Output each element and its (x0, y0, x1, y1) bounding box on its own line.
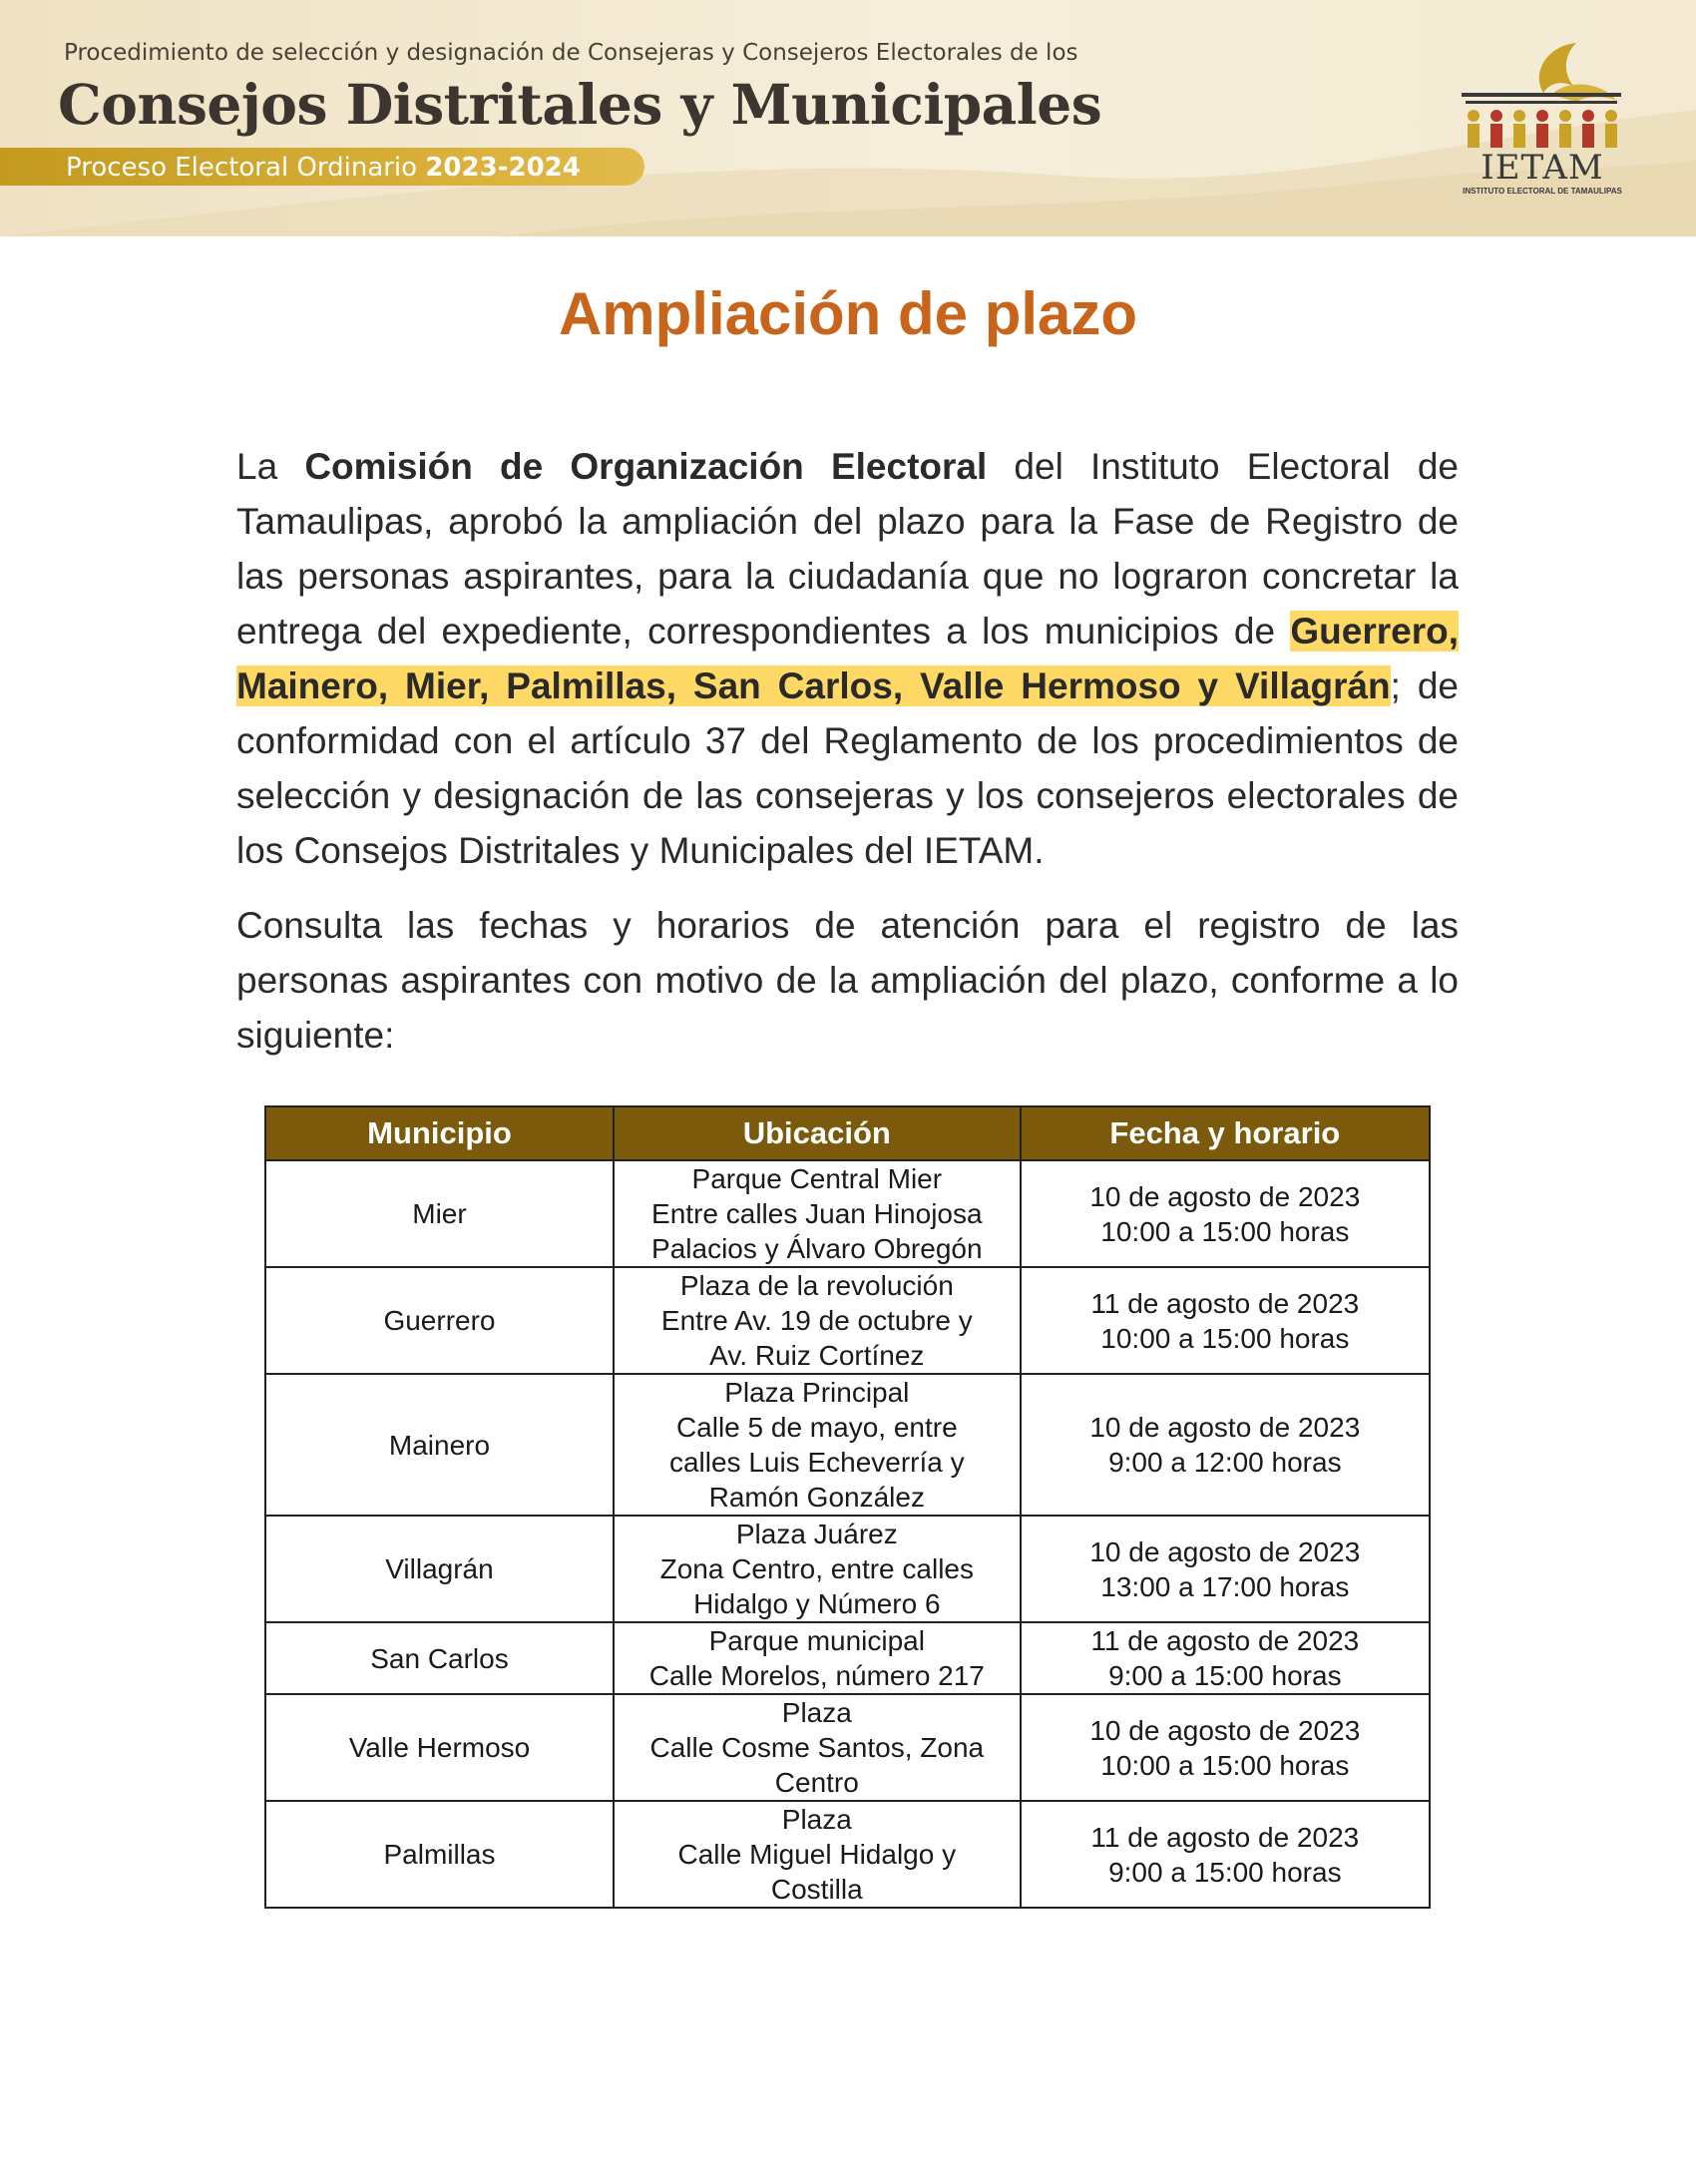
ubicacion-line: Calle 5 de mayo, entre (675, 1412, 958, 1443)
header-title: Consejos Distritales y Municipales (58, 72, 1102, 137)
cell-municipio: Mainero (265, 1374, 614, 1516)
cell-ubicacion (614, 1374, 1021, 1516)
process-label (66, 153, 581, 183)
process-years: 2023-2024 (425, 153, 581, 183)
cell-municipio: Guerrero (265, 1267, 614, 1374)
cell-ubicacion (614, 1267, 1021, 1374)
ubicacion-line: Entre Av. 19 de octubre y (660, 1305, 973, 1336)
ubicacion-line: Calle Morelos, número 217 (648, 1660, 985, 1691)
fecha-line: 10 de agosto de 2023 (1089, 1180, 1361, 1212)
table-row (265, 1694, 1430, 1801)
fecha-line: 10 de agosto de 2023 (1089, 1412, 1361, 1443)
municipalities-highlight: Guerrero, Mainero, Mier, Palmillas, San Carlos, Valle Hermoso y Villagrán (236, 611, 1459, 706)
table-row (265, 1801, 1430, 1908)
ubicacion-line: Plaza Juárez (735, 1519, 898, 1549)
cell-municipio: Mier (265, 1160, 614, 1267)
cell-municipio: San Carlos (265, 1622, 614, 1694)
table-row (265, 1160, 1430, 1267)
cell-municipio: Valle Hermoso (265, 1694, 614, 1801)
consult-paragraph: Consulta las fechas y horarios de atención para el registro de las personas aspirantes con motivo de la ampliación del plazo, conforme a lo siguiente: (236, 905, 1459, 1056)
cell-ubicacion (614, 1160, 1021, 1267)
commission-name: Comisión de Organización Electoral (304, 446, 988, 487)
table-header-row (265, 1106, 1430, 1160)
table-row (265, 1516, 1430, 1622)
intro-text-3: ; de conformidad con el artículo 37 del Reglamento de los procedimientos de selección y designación de las consejeras y los consejeros electorales de los Consejos Distritales y Municipales del IETAM. (236, 665, 1460, 871)
process-label-text: Proceso Electoral Ordinario (66, 153, 418, 183)
cell-fecha (1021, 1622, 1430, 1694)
intro-text-1: La (236, 446, 305, 487)
logo-subtitle: INSTITUTO ELECTORAL DE TAMAULIPAS (1463, 187, 1622, 196)
cell-fecha (1021, 1694, 1430, 1801)
horario-line: 9:00 a 15:00 horas (1108, 1856, 1342, 1888)
header-municipio: Municipio (265, 1106, 614, 1160)
cell-municipio: Palmillas (265, 1801, 614, 1908)
fecha-line: 11 de agosto de 2023 (1090, 1821, 1360, 1853)
ubicacion-line: Av. Ruiz Cortínez (709, 1340, 925, 1371)
schedule-table (264, 1105, 1431, 1909)
table-row (265, 1267, 1430, 1374)
cell-ubicacion (614, 1622, 1021, 1694)
cell-fecha (1021, 1160, 1430, 1267)
fecha-line: 10 de agosto de 2023 (1089, 1714, 1361, 1746)
ubicacion-line: Calle Cosme Santos, Zona (649, 1732, 985, 1763)
horario-line: 10:00 a 15:00 horas (1100, 1322, 1350, 1354)
cell-fecha (1021, 1374, 1430, 1516)
cell-fecha (1021, 1516, 1430, 1622)
cell-municipio: Villagrán (265, 1516, 614, 1622)
fecha-line: 11 de agosto de 2023 (1090, 1625, 1360, 1656)
ubicacion-line: Costilla (770, 1874, 863, 1905)
fecha-line: 10 de agosto de 2023 (1089, 1535, 1361, 1567)
ubicacion-line: Ramón González (708, 1482, 925, 1513)
ubicacion-line: Zona Centro, entre calles (659, 1553, 974, 1584)
ubicacion-line: Parque municipal (708, 1625, 925, 1656)
intro-paragraph (236, 439, 1459, 878)
header-fecha: Fecha y horario (1021, 1106, 1430, 1160)
cell-fecha (1021, 1801, 1430, 1908)
document-title: Ampliación de plazo (558, 280, 1138, 347)
cell-ubicacion (614, 1801, 1021, 1908)
ubicacion-line: Palacios y Álvaro Obregón (651, 1233, 983, 1264)
horario-line: 10:00 a 15:00 horas (1100, 1749, 1350, 1781)
horario-line: 9:00 a 12:00 horas (1108, 1447, 1342, 1478)
horario-line: 9:00 a 15:00 horas (1108, 1660, 1342, 1691)
header-ubicacion: Ubicación (614, 1106, 1021, 1160)
horario-line: 10:00 a 15:00 horas (1100, 1215, 1350, 1247)
ubicacion-line: Plaza Principal (724, 1377, 910, 1408)
fecha-line: 11 de agosto de 2023 (1090, 1287, 1360, 1319)
horario-line: 13:00 a 17:00 horas (1100, 1570, 1350, 1602)
ubicacion-line: Plaza (781, 1804, 852, 1835)
ubicacion-line: Entre calles Juan Hinojosa (651, 1198, 983, 1229)
ubicacion-line: Parque Central Mier (691, 1163, 943, 1194)
table-row (265, 1622, 1430, 1694)
table-row (265, 1374, 1430, 1516)
ubicacion-line: Hidalgo y Número 6 (693, 1588, 941, 1619)
header-subtitle: Procedimiento de selección y designación de Consejeras y Consejeros Electorales de los (64, 40, 1078, 66)
ubicacion-line: Centro (774, 1767, 859, 1798)
ubicacion-line: Plaza de la revolución (679, 1270, 954, 1301)
ubicacion-line: Plaza (781, 1697, 852, 1728)
cell-ubicacion (614, 1694, 1021, 1801)
ubicacion-line: calles Luis Echeverría y (668, 1447, 965, 1478)
cell-ubicacion (614, 1516, 1021, 1622)
logo-name: IETAM (1481, 148, 1604, 188)
ubicacion-line: Calle Miguel Hidalgo y (677, 1839, 957, 1870)
cell-fecha (1021, 1267, 1430, 1374)
intro-text-2: del Instituto Electoral de Tamaulipas, aprobó la ampliación del plazo para la Fase de Registro de las personas aspirantes, para la ciudadanía que no lograron concretar la entrega del expediente, correspondientes a los municipios de (236, 446, 1459, 652)
header-banner (0, 0, 1696, 236)
